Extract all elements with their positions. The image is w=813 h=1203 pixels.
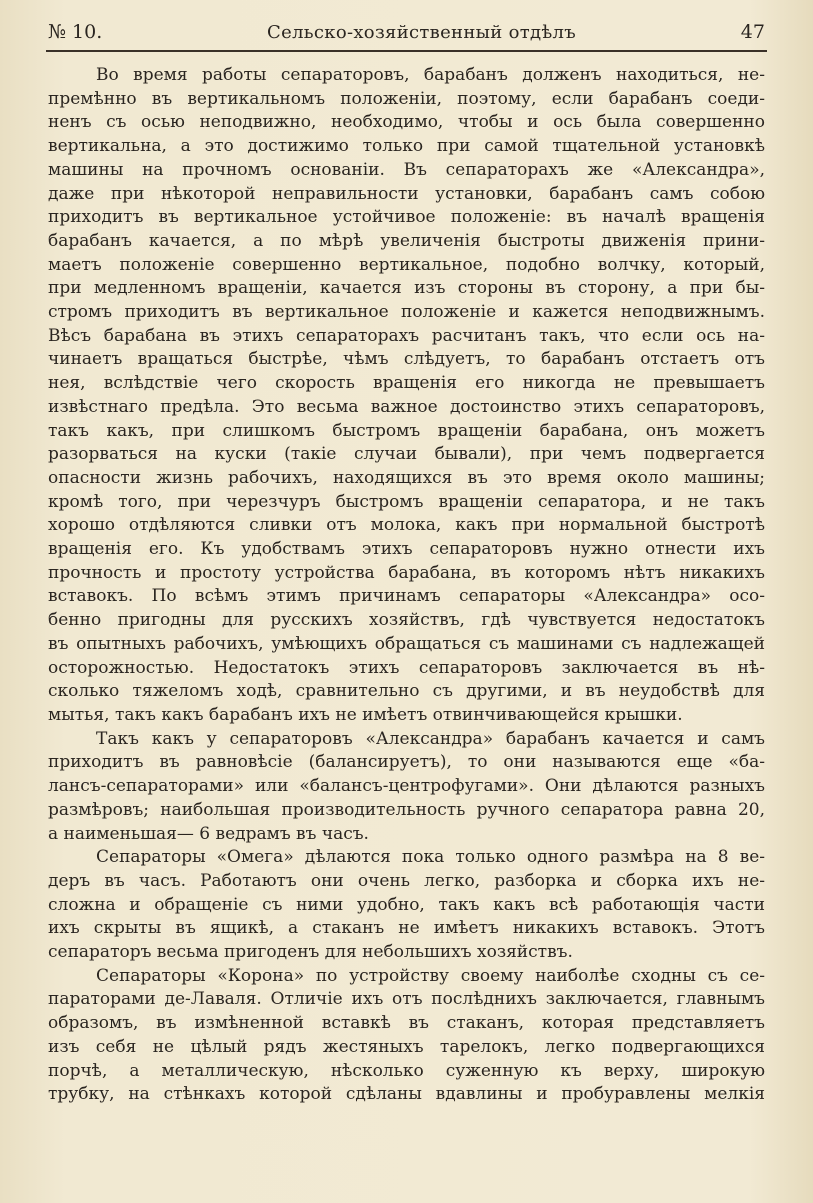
text-line: маетъ положеніе совершенно вертикальное, подобно волчку, который, bbox=[48, 254, 765, 275]
paragraph bbox=[48, 728, 765, 847]
text-line: опасности жизнь рабочихъ, находящихся въ это время около машины; bbox=[48, 467, 765, 488]
text-line: прочность и простоту устройства барабана, въ которомъ нѣтъ никакихъ bbox=[48, 562, 765, 583]
text-line: деръ въ часъ. Работаютъ они очень легко, разборка и сборка ихъ не- bbox=[48, 870, 765, 891]
text-line: чинаетъ вращаться быстрѣе, чѣмъ слѣдуетъ, то барабанъ отстаетъ отъ bbox=[48, 349, 765, 370]
text-line: даже при нѣкоторой неправильности установки, барабанъ самъ собою bbox=[48, 183, 765, 204]
text-line: параторами де-Лаваля. Отличіе ихъ отъ послѣднихъ заключается, главнымъ bbox=[48, 989, 765, 1010]
header-rule bbox=[46, 50, 767, 52]
text-line: вертикальна, а это достижимо только при самой тщательной установкѣ bbox=[48, 136, 765, 157]
text-line: стромъ приходитъ въ вертикальное положеніе и кажется неподвижнымъ. bbox=[48, 302, 765, 323]
text-line: порчѣ, а металлическую, нѣсколько суженную къ верху, широкую bbox=[48, 1060, 765, 1081]
text-line: осторожностью. Недостатокъ этихъ сепараторовъ заключается въ нѣ- bbox=[48, 657, 765, 678]
text-line: хорошо отдѣляются сливки отъ молока, какъ при нормальной быстротѣ bbox=[48, 515, 765, 536]
text-line: ихъ скрыты въ ящикѣ, а стаканъ не имѣетъ никакихъ вставокъ. Этотъ bbox=[48, 918, 765, 939]
paragraph bbox=[48, 846, 765, 965]
text-line: барабанъ качается, а по мѣрѣ увеличенія быстроты движенія прини- bbox=[48, 230, 765, 251]
text-line: извѣстнаго предѣла. Это весьма важное достоинство этихъ сепараторовъ, bbox=[48, 396, 765, 417]
text-line: размѣровъ; наибольшая производительность ручного сепаратора равна 20, bbox=[48, 799, 765, 820]
text-line: изъ себя не цѣлый рядъ жестяныхъ тарелокъ, легко подвергающихся bbox=[48, 1036, 765, 1057]
text-line: Вѣсъ барабана въ этихъ сепараторахъ расчитанъ такъ, что если ось на- bbox=[48, 325, 765, 346]
section-title: Сельско-хозяйственный отдѣлъ bbox=[267, 21, 576, 43]
text-line: въ опытныхъ рабочихъ, умѣющихъ обращаться съ машинами съ надлежащей bbox=[48, 633, 765, 654]
text-line: кромѣ того, при черезчуръ быстромъ вращеніи сепаратора, и не такъ bbox=[48, 491, 765, 512]
text-line: приходитъ въ вертикальное устойчивое положеніе: въ началѣ вращенія bbox=[48, 207, 765, 228]
text-line: бенно пригодны для русскихъ хозяйствъ, гдѣ чувствуется недостатокъ bbox=[48, 610, 765, 631]
text-line: нея, вслѣдствіе чего скорость вращенія его никогда не превышаетъ bbox=[48, 373, 765, 394]
paragraph bbox=[48, 64, 765, 728]
text-line: Сепараторы «Корона» по устройству своему наиболѣе сходны съ се- bbox=[96, 965, 765, 986]
text-line: такъ какъ, при слишкомъ быстромъ вращеніи барабана, онъ можетъ bbox=[48, 420, 765, 441]
page-number: 47 bbox=[740, 21, 765, 43]
text-line: при медленномъ вращеніи, качается изъ стороны въ сторону, а при бы- bbox=[48, 278, 765, 299]
text-line: разорваться на куски (такіе случаи бывали), при чемъ подвергается bbox=[48, 444, 765, 465]
text-line: Такъ какъ у сепараторовъ «Александра» барабанъ качается и самъ bbox=[96, 728, 765, 749]
text-line: ненъ съ осью неподвижно, необходимо, чтобы и ось была совершенно bbox=[48, 112, 765, 133]
text-line: премѣнно въ вертикальномъ положеніи, поэтому, если барабанъ соеди- bbox=[48, 88, 765, 109]
text-line: мытья, такъ какъ барабанъ ихъ не имѣетъ отвинчивающейся крышки. bbox=[48, 704, 683, 725]
text-line: сепараторъ весьма пригоденъ для небольшихъ хозяйствъ. bbox=[48, 942, 573, 963]
issue-number: № 10. bbox=[48, 21, 103, 43]
text-line: а наименьшая— 6 ведрамъ въ часъ. bbox=[48, 823, 369, 844]
text-line: вращенія его. Къ удобствамъ этихъ сепараторовъ нужно отнести ихъ bbox=[48, 539, 765, 560]
text-line: машины на прочномъ основаніи. Въ сепараторахъ же «Александра», bbox=[48, 159, 765, 180]
text-line: вставокъ. По всѣмъ этимъ причинамъ сепараторы «Александра» осо- bbox=[48, 586, 765, 607]
text-line: образомъ, въ измѣненной вставкѣ въ стаканъ, которая представляетъ bbox=[48, 1013, 765, 1034]
text-line: Сепараторы «Омега» дѣлаются пока только одного размѣра на 8 ве- bbox=[96, 847, 765, 868]
text-line: сложна и обращеніе съ ними удобно, такъ какъ всѣ работающія части bbox=[48, 894, 765, 915]
text-line: сколько тяжеломъ ходѣ, сравнительно съ другими, и въ неудобствѣ для bbox=[48, 681, 765, 702]
running-header bbox=[48, 14, 765, 50]
text-line: трубку, на стѣнкахъ которой сдѣланы вдавлины и пробуравлены мелкія bbox=[48, 1084, 765, 1105]
text-line: приходитъ въ равновѣсіе (балансируетъ), то они называются еще «ба- bbox=[48, 752, 765, 773]
paragraph bbox=[48, 965, 765, 1107]
text-line: лансъ-сепараторами» или «балансъ-центрофугами». Они дѣлаются разныхъ bbox=[48, 776, 765, 797]
body-text bbox=[48, 64, 765, 1163]
text-line: Во время работы сепараторовъ, барабанъ долженъ находиться, не- bbox=[96, 65, 765, 85]
